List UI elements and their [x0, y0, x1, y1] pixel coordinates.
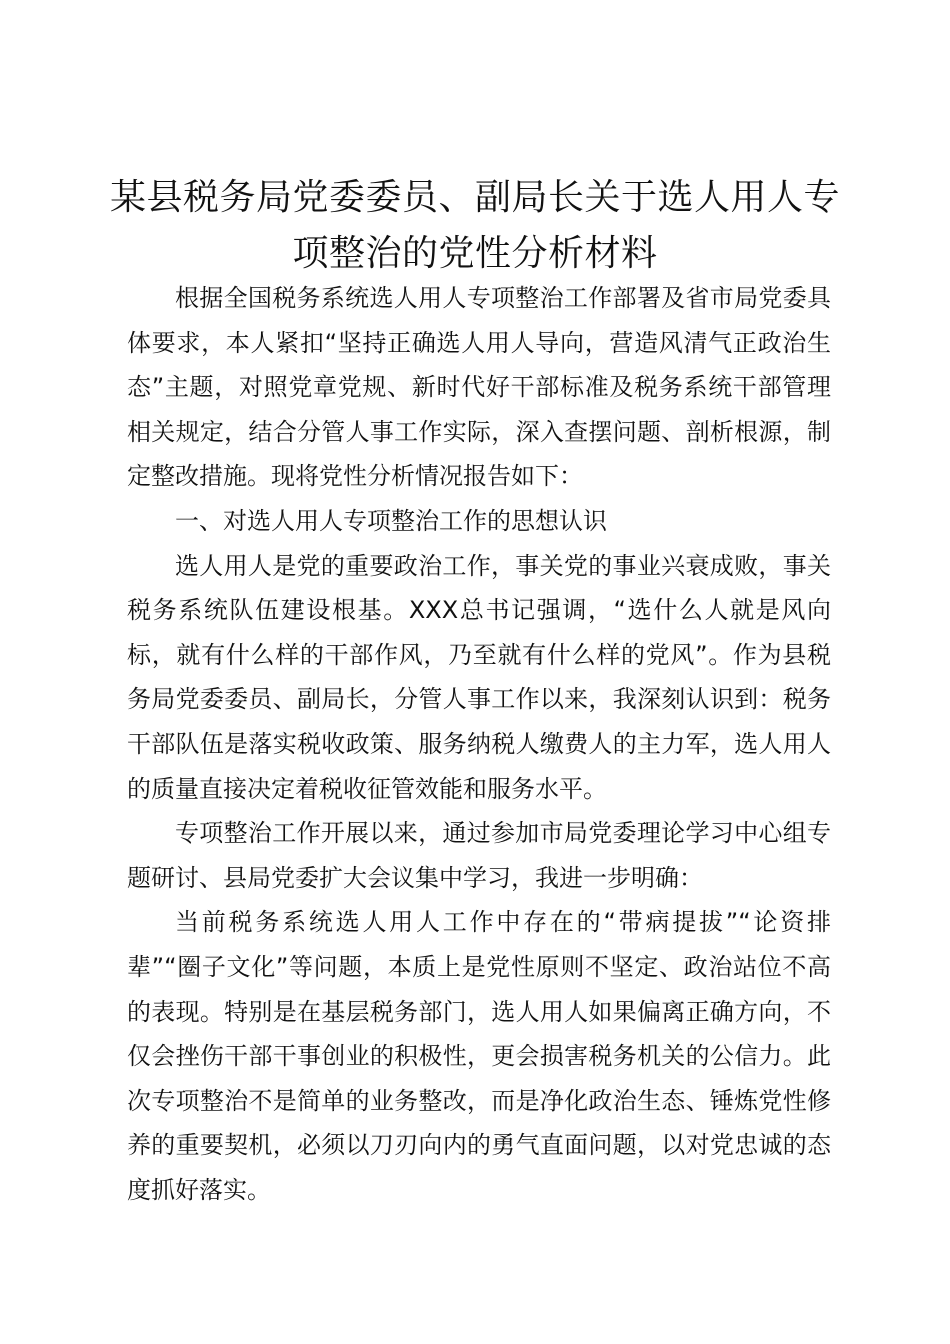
- body-paragraph: 当前税务系统选人用人工作中存在的“带病提拔”“论资排辈”“圈子文化”等问题，本质上是党性原则不坚定、政治站位不高的表现。特别是在基层税务部门，选人用人如果偏离正确方向，不仅会挫伤干部干事创业的积极性，更会损害税务机关的公信力。此次专项整治不是简单的业务整改，而是净化政治生态、锤炼党性修养的重要契机，必须以刀刃向内的勇气直面问题，以对党忠诚的态度抓好落实。: [127, 908, 831, 1204]
- body-paragraph: 选人用人是党的重要政治工作，事关党的事业兴衰成败，事关税务系统队伍建设根基。XXX总书记强调，“选什么人就是风向标，就有什么样的干部作风，乃至就有什么样的党风”。作为县税务局党委委员、副局长，分管人事工作以来，我深刻认识到：税务干部队伍是落实税收政策、服务纳税人缴费人的主力军，选人用人的质量直接决定着税收征管效能和服务水平。: [127, 551, 831, 803]
- section-heading: 一、对选人用人专项整治工作的思想认识: [175, 506, 607, 535]
- document-body: [127, 276, 831, 1212]
- title-line-1: 某县税务局党委委员、副局长关于选人用人专: [110, 177, 841, 218]
- title-line-2: 项整治的党性分析材料: [292, 233, 658, 274]
- body-paragraph: 专项整治工作开展以来，通过参加市局党委理论学习中心组专题研讨、县局党委扩大会议集中学习，我进一步明确：: [127, 819, 831, 892]
- intro-paragraph: 根据全国税务系统选人用人专项整治工作部署及省市局党委具体要求，本人紧扣“坚持正确选人用人导向，营造风清气正政治生态”主题，对照党章党规、新时代好干部标准及税务系统干部管理相关规定，结合分管人事工作实际，深入查摆问题、剖析根源，制定整改措施。现将党性分析情况报告如下：: [127, 284, 831, 491]
- document-title: [110, 170, 840, 282]
